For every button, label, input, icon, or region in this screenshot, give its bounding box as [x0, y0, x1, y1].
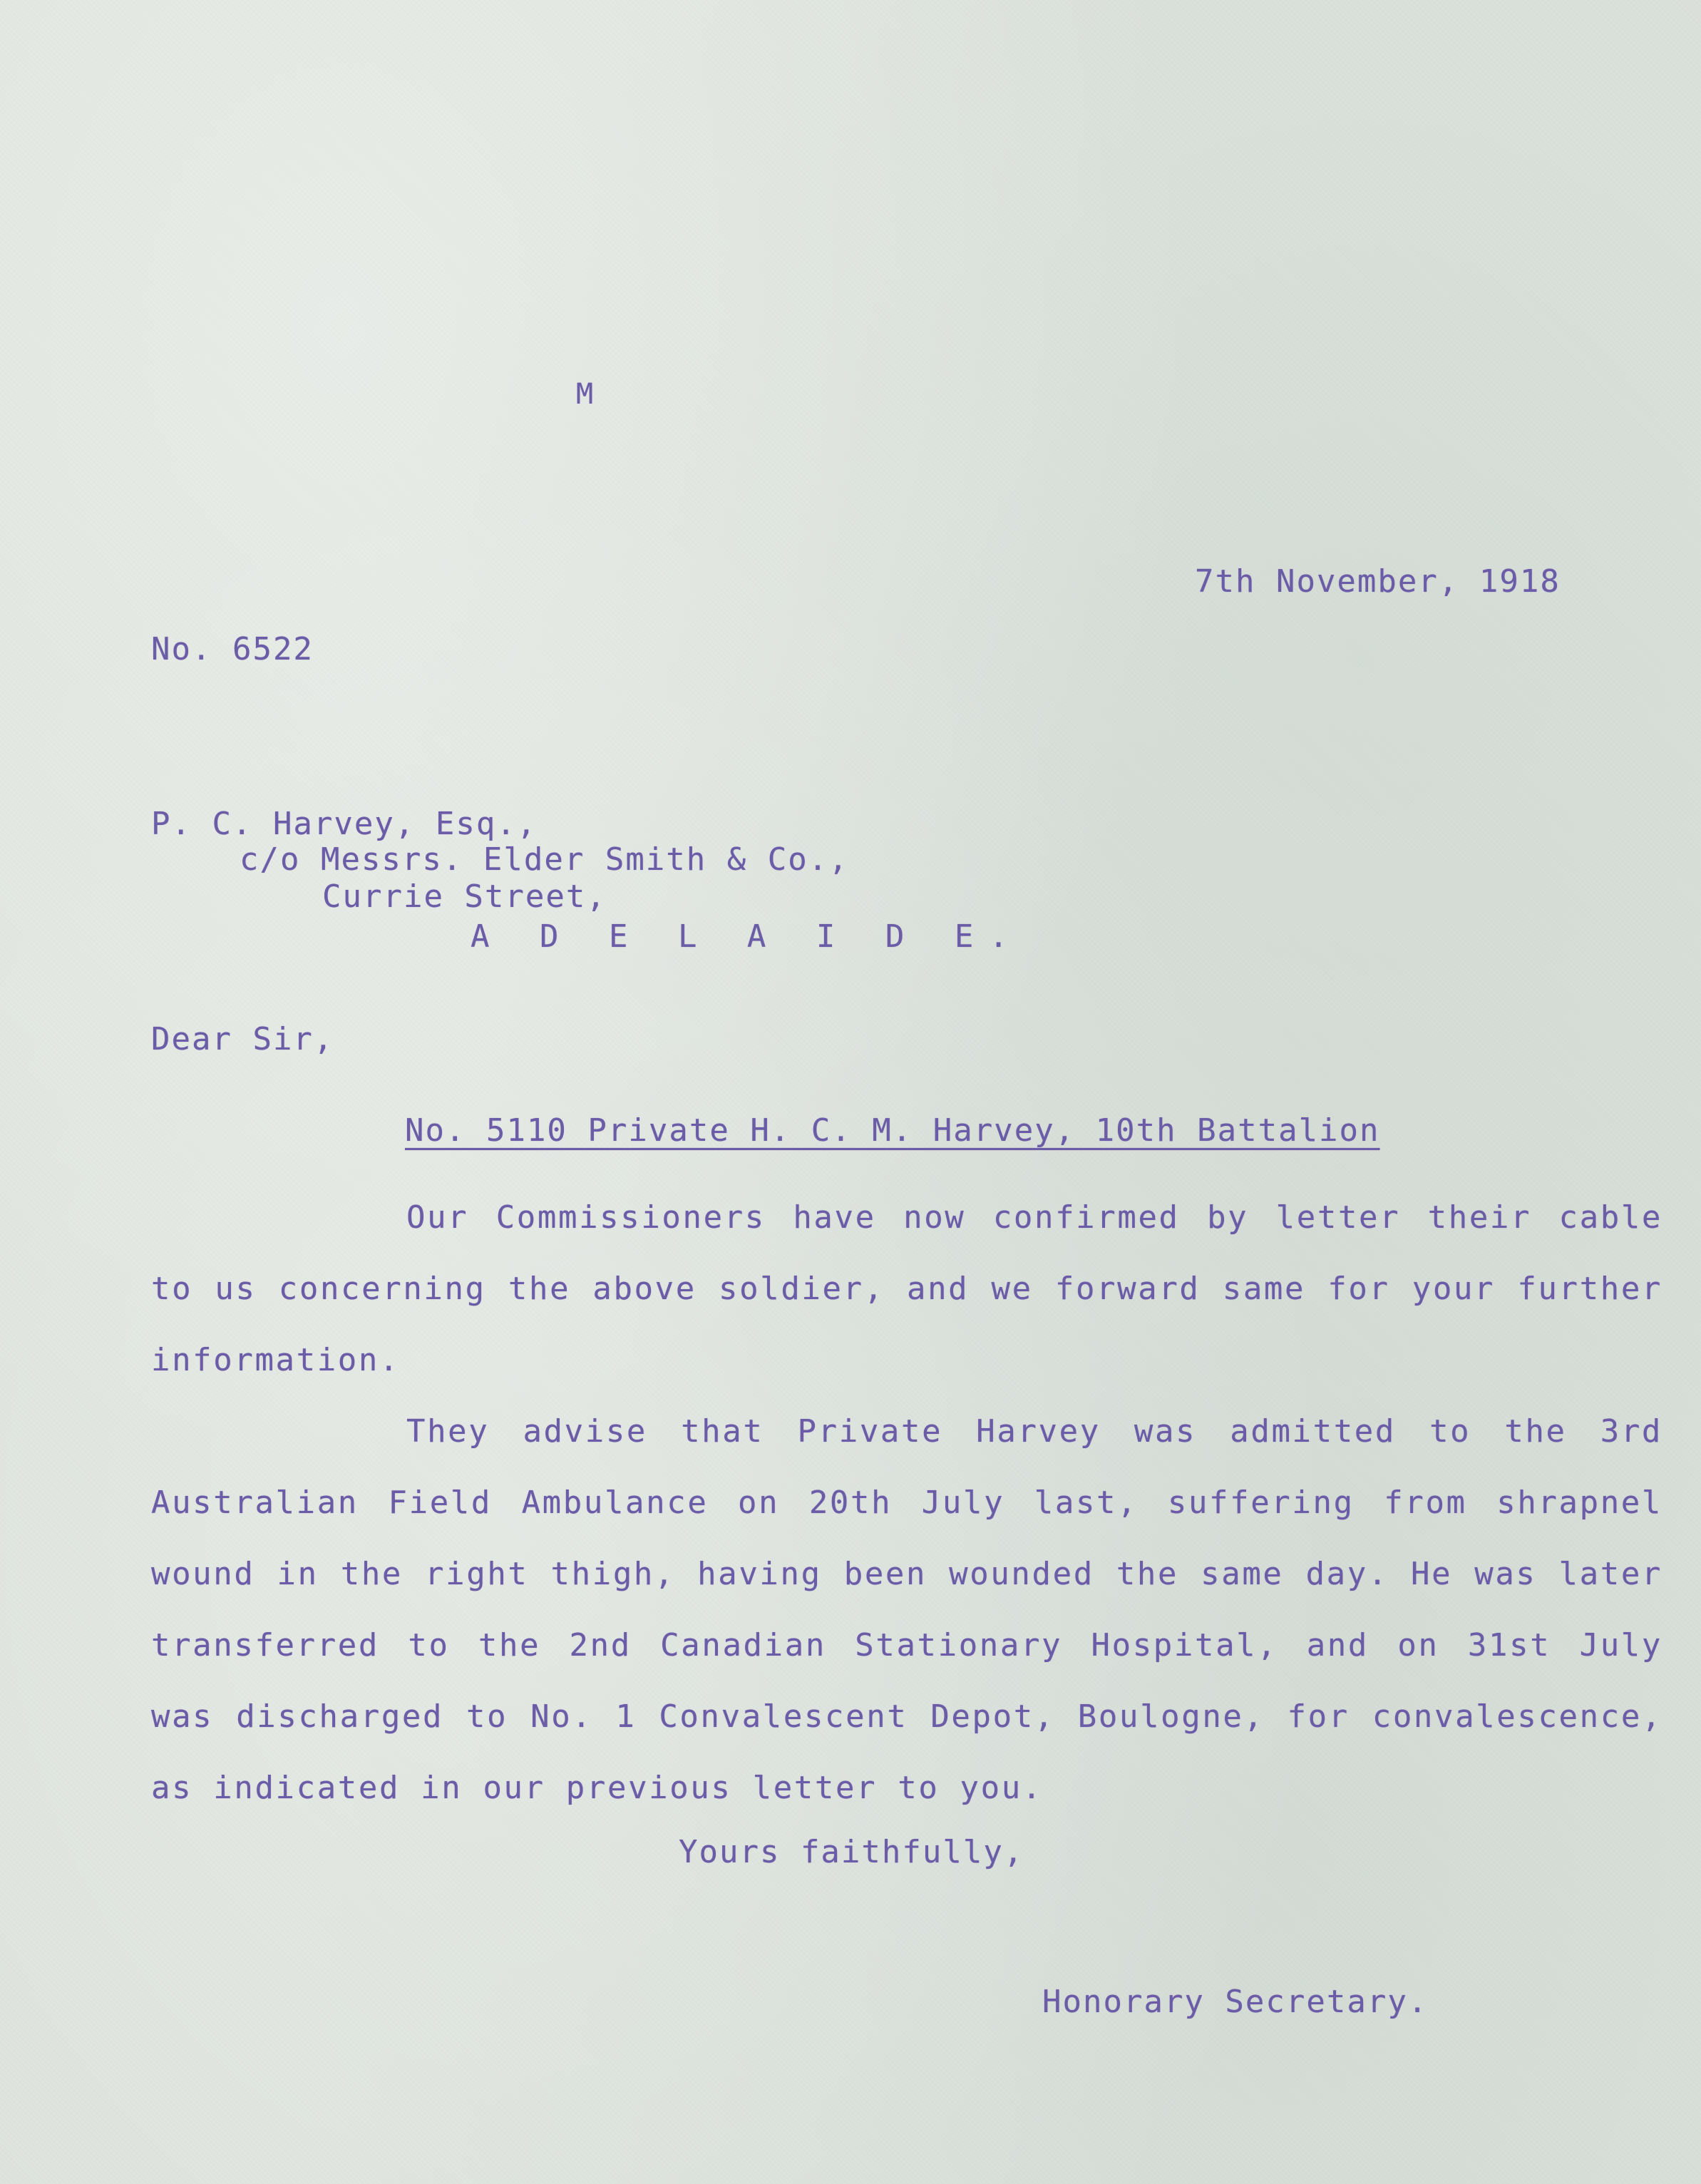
- closing: Yours faithfully,: [679, 1834, 1024, 1870]
- address-line-care-of: c/o Messrs. Elder Smith & Co.,: [240, 841, 849, 878]
- address-line-city: A D E L A I D E.: [471, 918, 1024, 955]
- address-line-name: P. C. Harvey, Esq.,: [151, 806, 538, 842]
- initial-mark: M: [576, 378, 595, 411]
- reference-number: No. 6522: [151, 631, 314, 667]
- letter-date: 7th November, 1918: [1195, 563, 1561, 600]
- address-line-street: Currie Street,: [322, 878, 607, 915]
- subject-line: No. 5110 Private H. C. M. Harvey, 10th Battalion: [405, 1112, 1380, 1149]
- salutation: Dear Sir,: [151, 1021, 334, 1057]
- body-paragraph: Our Commissioners have now confirmed by letter their cable to us concerning the above soldier, and we forward same for your further information.: [151, 1199, 1663, 1378]
- body-paragraph: They advise that Private Harvey was admitted to the 3rd Australian Field Ambulance on 20th July last, suffering from shrapnel wound in the right thigh, having been wounded the same day. He was later transferred to the 2nd Canadian Stationary Hospital, and on 31st July was discharged to No. 1 Convalescent Depot, Boulogne, for convalescence, as indicated in our previous letter to you.: [151, 1413, 1663, 1806]
- signature-title: Honorary Secretary.: [1042, 1984, 1429, 2020]
